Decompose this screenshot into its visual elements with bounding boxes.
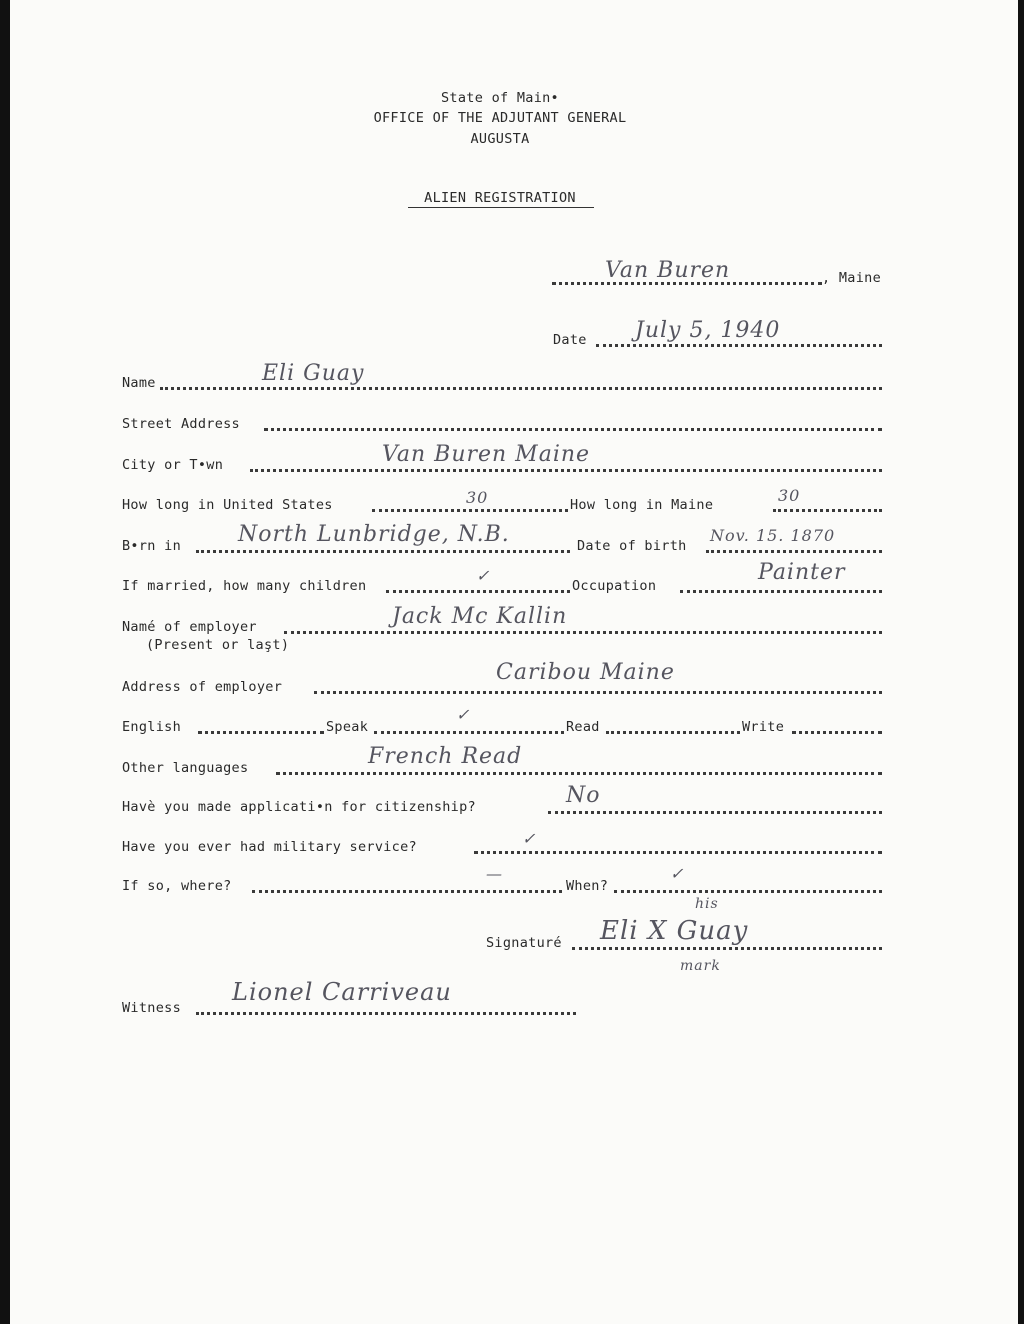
where-label: If so, where? <box>122 878 232 894</box>
date-handwritten: July 5, 1940 <box>635 318 781 343</box>
employer-label: Namé of employer <box>122 619 257 635</box>
born-in-label: B•rn in <box>122 538 181 554</box>
speak-handwritten: ✓ <box>456 705 471 724</box>
signature-dots <box>572 947 882 950</box>
children-label: If married, how many children <box>122 578 367 594</box>
city-dots <box>250 469 882 472</box>
write-dots <box>792 731 882 734</box>
how-long-us-label: How long in United States <box>122 497 333 513</box>
header-city: AUGUSTA <box>470 131 530 147</box>
other-languages-label: Other languages <box>122 760 249 776</box>
employer-address-dots <box>314 691 882 694</box>
children-handwritten: ✓ <box>476 566 491 585</box>
scan-edge-right <box>1018 0 1024 1324</box>
military-handwritten: ✓ <box>522 829 537 848</box>
witness-label: Witness <box>122 1000 181 1016</box>
date-label: Date <box>553 332 587 348</box>
citizenship-label: Havè you made applicati•n for citizenship? <box>122 799 476 815</box>
occupation-handwritten: Painter <box>758 560 846 585</box>
other-languages-dots <box>276 772 882 775</box>
english-dots <box>198 731 324 734</box>
signature-handwritten: Eli X Guay <box>600 916 749 946</box>
occupation-dots <box>680 590 882 593</box>
employer-address-handwritten: Caribou Maine <box>496 660 675 685</box>
occupation-label: Occupation <box>572 578 657 594</box>
how-long-me-label: How long in Maine <box>570 497 714 513</box>
place-handwritten: Van Buren <box>605 258 731 283</box>
other-languages-handwritten: French Read <box>368 744 523 769</box>
date-of-birth-dots <box>706 550 882 553</box>
name-handwritten: Eli Guay <box>262 361 365 386</box>
witness-handwritten: Lionel Carriveau <box>232 978 452 1006</box>
when-dots <box>614 890 882 893</box>
military-dots <box>474 851 882 854</box>
date-of-birth-handwritten: Nov. 15. 1870 <box>710 526 836 545</box>
form-title: ALIEN REGISTRATION <box>424 190 576 206</box>
name-dots <box>160 387 882 390</box>
city-handwritten: Van Buren Maine <box>382 442 591 467</box>
header-state: State of Main• <box>441 90 559 106</box>
employer-dots <box>284 631 882 634</box>
citizenship-dots <box>548 811 882 814</box>
employer-sublabel: (Present or laşt) <box>146 637 290 653</box>
date-dots <box>596 344 882 347</box>
years-us-handwritten: 30 <box>466 488 489 507</box>
speak-dots <box>374 731 564 734</box>
when-handwritten: ✓ <box>670 864 685 883</box>
name-label: Name <box>122 375 156 391</box>
header-office: OFFICE OF THE ADJUTANT GENERAL <box>373 110 627 126</box>
english-label: English <box>122 719 181 735</box>
witness-dots <box>196 1012 576 1015</box>
read-dots <box>606 731 740 734</box>
years-me-handwritten: 30 <box>778 486 801 505</box>
born-in-handwritten: North Lunbridge, N.B. <box>238 522 510 547</box>
where-handwritten: — <box>486 864 503 883</box>
signature-his-handwritten: his <box>695 896 719 912</box>
when-label: When? <box>566 878 609 894</box>
children-dots <box>386 590 570 593</box>
citizenship-handwritten: No <box>566 783 601 808</box>
signature-mark-handwritten: mark <box>680 958 721 974</box>
street-dots <box>264 428 882 431</box>
place-suffix: , Maine <box>822 270 881 286</box>
date-of-birth-label: Date of birth <box>577 538 687 554</box>
employer-handwritten: Jack Mc Kallin <box>392 604 568 629</box>
born-in-dots <box>196 550 570 553</box>
employer-address-label: Address of employer <box>122 679 283 695</box>
how-long-me-dots <box>773 509 882 512</box>
read-label: Read <box>566 719 600 735</box>
street-label: Street Address <box>122 416 240 432</box>
where-dots <box>252 890 562 893</box>
military-label: Have you ever had military service? <box>122 839 417 855</box>
form-title-underline <box>408 207 594 208</box>
scan-edge-left <box>0 0 10 1324</box>
write-label: Write <box>742 719 785 735</box>
how-long-us-dots <box>372 509 568 512</box>
signature-label: Signaturé <box>486 935 562 951</box>
city-label: City or T•wn <box>122 457 224 473</box>
speak-label: Speak <box>326 719 369 735</box>
